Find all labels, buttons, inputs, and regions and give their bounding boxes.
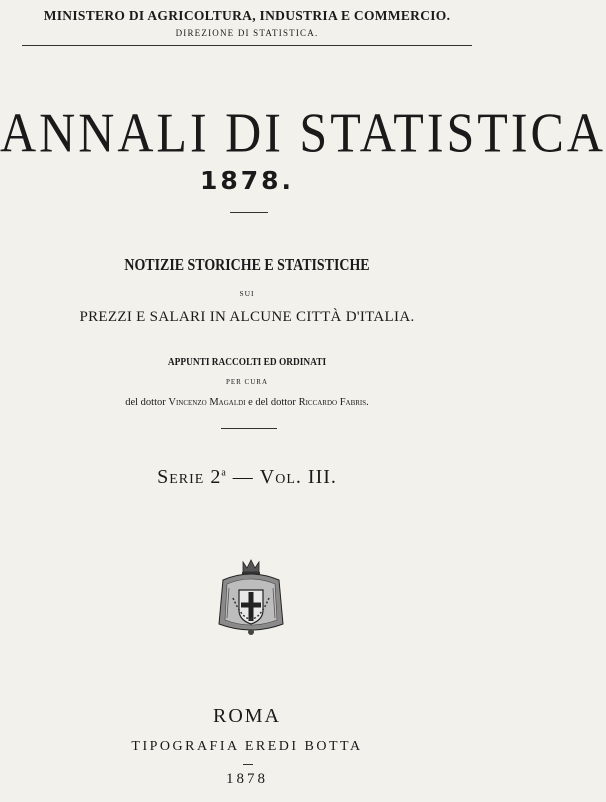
authors-line xyxy=(0,397,494,408)
subject-connector: SUI xyxy=(239,289,255,298)
series-line xyxy=(0,466,494,489)
title-divider xyxy=(230,212,268,213)
imprint-year: 1878 xyxy=(226,771,268,787)
series-dash: — xyxy=(232,466,254,488)
credits-divider xyxy=(221,428,277,429)
ministry-heading: MINISTERO DI AGRICOLTURA, INDUSTRIA E COMMERCIO. xyxy=(43,8,451,23)
author-1: Vincenzo Magaldi xyxy=(168,397,246,408)
main-year: 1878. xyxy=(199,166,295,195)
e-del-dottor-text: e del dottor xyxy=(245,397,299,408)
author-2: Riccardo Fabris xyxy=(298,397,367,408)
vol-number: III. xyxy=(307,466,337,488)
direzione-subheading: DIREZIONE DI STATISTICA. xyxy=(175,28,319,38)
serie-number: 2 xyxy=(210,466,222,488)
main-title: ANNALI DI STATISTICA xyxy=(0,101,606,164)
del-dottor-text: del dottor xyxy=(125,397,169,408)
vol-label: Vol. xyxy=(259,466,302,488)
subject-line-1: NOTIZIE STORICHE E STATISTICHE xyxy=(124,255,370,274)
authors-end: . xyxy=(366,397,369,408)
imprint-city: ROMA xyxy=(212,705,281,727)
per-cura-label: PER CURA xyxy=(225,378,269,386)
subject-line-2: PREZZI E SALARI IN ALCUNE CITTÀ D'ITALIA. xyxy=(79,309,415,325)
serie-superscript: a xyxy=(221,467,227,479)
savoy-coat-of-arms-icon xyxy=(213,558,289,642)
imprint-dash xyxy=(243,764,253,765)
serie-label: Serie xyxy=(157,466,205,488)
imprint-printer: TIPOGRAFIA EREDI BOTTA xyxy=(131,739,363,754)
credits-heading: APPUNTI RACCOLTI ED ORDINATI xyxy=(167,356,327,368)
header-rule xyxy=(22,45,472,46)
